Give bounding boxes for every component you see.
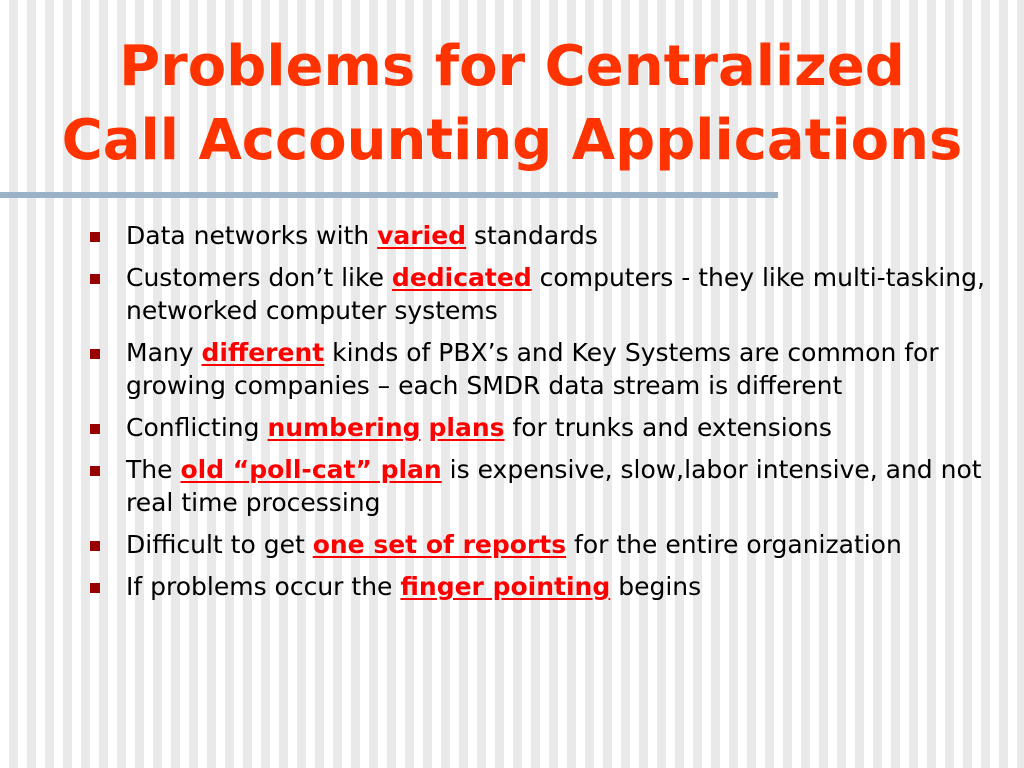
bullet-text: If problems occur the	[126, 572, 401, 601]
bullet-list	[90, 219, 990, 612]
bullet-text: is expensive, slow,labor intensive, and not real time processing	[126, 455, 982, 517]
bullet-text: begins	[610, 572, 702, 601]
bullet-item-5	[90, 453, 990, 519]
bullet-item-1	[90, 219, 990, 252]
square-bullet-icon	[90, 232, 100, 242]
bullet-text: Data networks with	[126, 221, 378, 250]
highlight-text: numbering	[267, 413, 421, 442]
bullet-item-7	[90, 570, 990, 603]
square-bullet-icon	[90, 424, 100, 434]
highlight-text: old “poll-cat” plan	[180, 455, 442, 484]
title-divider	[0, 192, 778, 198]
square-bullet-icon	[90, 583, 100, 593]
square-bullet-icon	[90, 541, 100, 551]
square-bullet-icon	[90, 349, 100, 359]
bullet-text: kinds of PBX’s and Key Systems are common for growing companies – each SMDR data stream is different	[126, 338, 939, 400]
slide-title-line-2: Call Accounting Applications	[61, 108, 963, 173]
bullet-text: for the entire organization	[566, 530, 902, 559]
square-bullet-icon	[90, 466, 100, 476]
bullet-text: Conflicting	[126, 413, 268, 442]
bullet-text: computers - they like multi-tasking, networked computer systems	[126, 263, 985, 325]
bullet-item-6	[90, 528, 990, 561]
square-bullet-icon	[90, 274, 100, 284]
highlight-text: varied	[377, 221, 467, 250]
bullet-text: for trunks and extensions	[504, 413, 832, 442]
bullet-item-3	[90, 336, 990, 402]
highlight-text: one set of reports	[312, 530, 567, 559]
highlight-text: dedicated	[391, 263, 532, 292]
highlight-text: finger pointing	[400, 572, 611, 601]
highlight-text: different	[201, 338, 325, 367]
bullet-text: Many	[126, 338, 202, 367]
bullet-item-2	[90, 261, 990, 327]
bullet-text	[421, 413, 429, 442]
bullet-text: standards	[466, 221, 598, 250]
slide-title	[0, 30, 1024, 178]
bullet-text: Customers don’t like	[126, 263, 392, 292]
bullet-item-4	[90, 411, 990, 444]
bullet-text: The	[126, 455, 181, 484]
bullet-text: Difficult to get	[126, 530, 313, 559]
highlight-text: plans	[428, 413, 505, 442]
slide-title-line-1: Problems for Centralized	[119, 34, 905, 99]
